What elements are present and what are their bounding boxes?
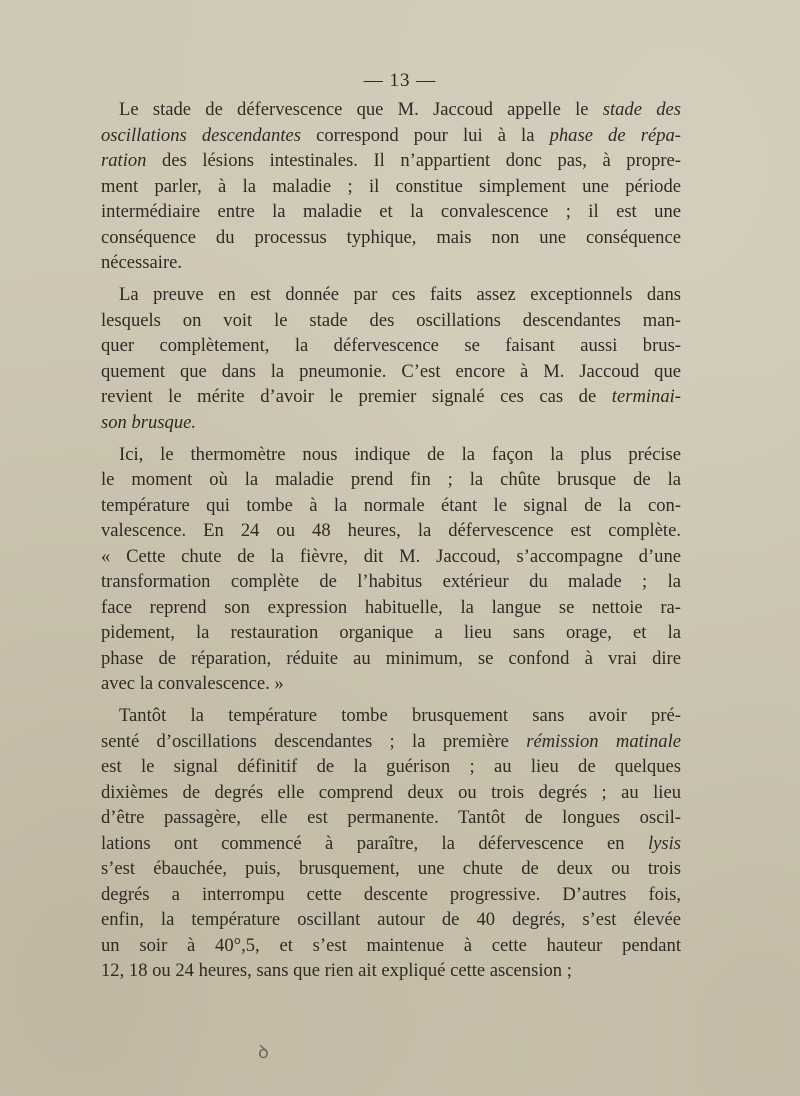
text-line (101, 174, 681, 200)
text-run: degrés a interrompu cette descente progressive. D’autres fois, (101, 883, 681, 905)
text-run: avec la convalescence. » (101, 673, 284, 694)
text-line (101, 780, 681, 806)
text-line (101, 856, 681, 882)
text-run: est le signal définitif de la guérison ; au lieu de quelques (101, 756, 681, 777)
text-run: Ici, le thermomètre nous indique de la façon la plus précise (119, 443, 681, 465)
text-line (101, 595, 681, 621)
text-line (101, 467, 681, 493)
text-run: 12, 18 ou 24 heures, sans que rien ait expliqué cette ascension ; (101, 960, 572, 981)
text-line (101, 250, 681, 276)
text-line (101, 831, 681, 857)
text-line (101, 703, 681, 729)
text-line (101, 620, 681, 646)
text-line (101, 333, 681, 359)
text-body (101, 97, 681, 984)
text-run: intermédiaire entre la maladie et la convalescence ; il est une (101, 201, 681, 222)
text-line (101, 671, 681, 697)
text-line (101, 225, 681, 251)
italic-text: ration (101, 150, 147, 171)
text-line (101, 282, 681, 308)
italic-text: terminai- (611, 386, 681, 407)
text-line (101, 123, 681, 149)
text-run: Le stade de défervescence que M. Jaccoud appelle le (119, 99, 603, 120)
italic-text: stade des (602, 99, 681, 120)
ink-mark: ꝺ (258, 1042, 269, 1062)
text-run: face reprend son expression habituelle, la langue se nettoie ra- (101, 596, 681, 618)
text-run: nécessaire. (101, 252, 183, 273)
text-line (101, 518, 681, 544)
text-run: s’est ébauchée, puis, brusquement, une chute de deux ou trois (101, 858, 681, 879)
text-run: le moment où la maladie prend fin ; la chûte brusque de la (101, 469, 681, 490)
text-line (101, 308, 681, 334)
text-run: enfin, la température oscillant autour de 40 degrés, s’est élevée (101, 909, 681, 930)
text-run: revient le mérite d’avoir le premier signalé ces cas de (101, 386, 612, 407)
text-line (101, 359, 681, 385)
text-run: quer complètement, la défervescence se faisant aussi brus- (101, 335, 681, 356)
text-run: d’être passagère, elle est permanente. Tantôt de longues oscil- (101, 807, 681, 828)
text-line (101, 148, 681, 174)
text-run: ment parler, à la maladie ; il constitue simplement une période (101, 175, 681, 197)
italic-text: son brusque. (101, 411, 197, 433)
text-line (101, 729, 681, 755)
text-run: senté d’oscillations descendantes ; la première (101, 730, 527, 752)
paragraph (101, 97, 681, 276)
text-line (101, 544, 681, 570)
text-line (101, 410, 681, 436)
text-line (101, 569, 681, 595)
text-line (101, 958, 681, 984)
text-run: température qui tombe à la normale étant le signal de la con- (101, 494, 681, 516)
italic-text: phase de répa- (549, 124, 681, 146)
text-run: La preuve en est donnée par ces faits assez exceptionnels dans (119, 284, 681, 305)
text-run: pidement, la restauration organique a lieu sans orage, et la (101, 622, 681, 643)
italic-text: lysis (647, 832, 681, 854)
text-run: correspond pour lui à la (300, 124, 550, 146)
text-line (101, 882, 681, 908)
paragraph (101, 703, 681, 984)
text-run: lesquels on voit le stade des oscillations descendantes man- (101, 309, 681, 331)
text-run: valescence. En 24 ou 48 heures, la défervescence est complète. (101, 520, 681, 541)
text-line (101, 199, 681, 225)
text-line (101, 933, 681, 959)
text-run: conséquence du processus typhique, mais non une conséquence (101, 226, 681, 248)
paragraph (101, 282, 681, 435)
text-run: phase de réparation, réduite au minimum, se confond à vrai dire (101, 647, 681, 669)
text-run: lations ont commencé à paraître, la défervescence en (101, 832, 648, 854)
text-run: un soir à 40°,5, et s’est maintenue à cette hauteur pendant (101, 934, 681, 956)
text-run: transformation complète de l’habitus extérieur du malade ; la (101, 571, 681, 592)
text-line (101, 384, 681, 410)
text-line (101, 907, 681, 933)
text-run: des lésions intestinales. Il n’appartient donc pas, à propre- (146, 150, 681, 171)
italic-text: rémission matinale (526, 730, 681, 752)
page-number: — 13 — (363, 70, 437, 91)
italic-text: oscillations descendantes (101, 124, 301, 146)
text-line (101, 97, 681, 123)
text-line (101, 805, 681, 831)
text-line (101, 493, 681, 519)
text-run: dixièmes de degrés elle comprend deux ou trois degrés ; au lieu (101, 781, 681, 803)
text-run: « Cette chute de la fièvre, dit M. Jaccoud, s’accompagne d’une (101, 545, 681, 567)
text-line (101, 646, 681, 672)
text-run: quement que dans la pneumonie. C’est encore à M. Jaccoud que (101, 360, 681, 382)
paragraph (101, 442, 681, 697)
text-line (101, 442, 681, 468)
text-line (101, 754, 681, 780)
text-run: Tantôt la température tombe brusquement sans avoir pré- (119, 705, 681, 726)
